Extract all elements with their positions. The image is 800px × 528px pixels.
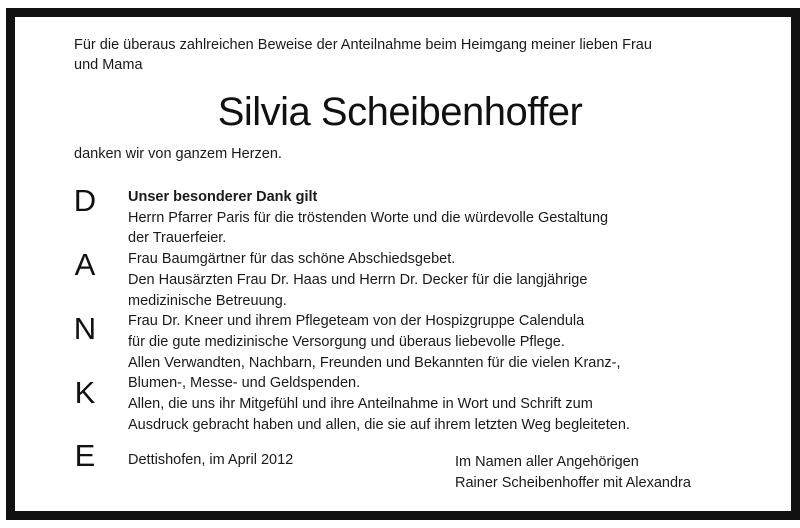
- acknowledgement-line: Den Hausärzten Frau Dr. Haas und Herrn Dr. Decker für die langjährige: [128, 271, 588, 288]
- acknowledgement-line: Blumen-, Messe- und Geldspenden.: [128, 375, 361, 392]
- acknowledgements-heading: Unser besonderer Dank gilt: [128, 189, 318, 205]
- intro-line: und Mama: [74, 57, 143, 73]
- acknowledgements: [128, 187, 748, 435]
- signature-line: Im Namen aller Angehörigen: [455, 454, 639, 470]
- letter-e: E: [74, 438, 96, 473]
- letter-a: A: [74, 247, 96, 282]
- acknowledgement-line: Allen, die uns ihr Mitgefühl und ihre Anteilnahme in Wort und Schrift zum: [128, 396, 593, 413]
- intro-text: [74, 35, 734, 75]
- acknowledgement-line: für die gute medizinische Versorgung und überaus liebevolle Pflege.: [128, 333, 565, 350]
- signature: [455, 452, 691, 493]
- acknowledgement-line: Ausdruck gebracht haben und allen, die sie auf ihrem letzten Weg begleiteten.: [128, 416, 630, 433]
- letter-k: K: [74, 375, 96, 410]
- letter-n: N: [73, 311, 97, 346]
- acknowledgement-line: Allen Verwandten, Nachbarn, Freunden und Bekannten für die vielen Kranz-,: [128, 354, 621, 371]
- letter-d: D: [73, 183, 97, 218]
- acknowledgement-line: medizinische Betreuung.: [128, 292, 287, 309]
- acknowledgement-line: der Trauerfeier.: [128, 230, 227, 247]
- intro-line: Für die überaus zahlreichen Beweise der Anteilnahme beim Heimgang meiner lieben Frau: [74, 37, 652, 53]
- signature-line: Rainer Scheibenhoffer mit Alexandra: [455, 474, 691, 491]
- acknowledgement-line: Frau Baumgärtner für das schöne Abschiedsgebet.: [128, 251, 456, 268]
- acknowledgement-line: Herrn Pfarrer Paris für die tröstenden Worte und die würdevolle Gestaltung: [128, 209, 609, 226]
- place-date: Dettishofen, im April 2012: [128, 452, 294, 468]
- deceased-name: Silvia Scheibenhoffer: [217, 90, 583, 134]
- acknowledgement-line: Frau Dr. Kneer und ihrem Pflegeteam von der Hospizgruppe Calendula: [128, 313, 585, 330]
- thanks-line: danken wir von ganzem Herzen.: [74, 146, 282, 162]
